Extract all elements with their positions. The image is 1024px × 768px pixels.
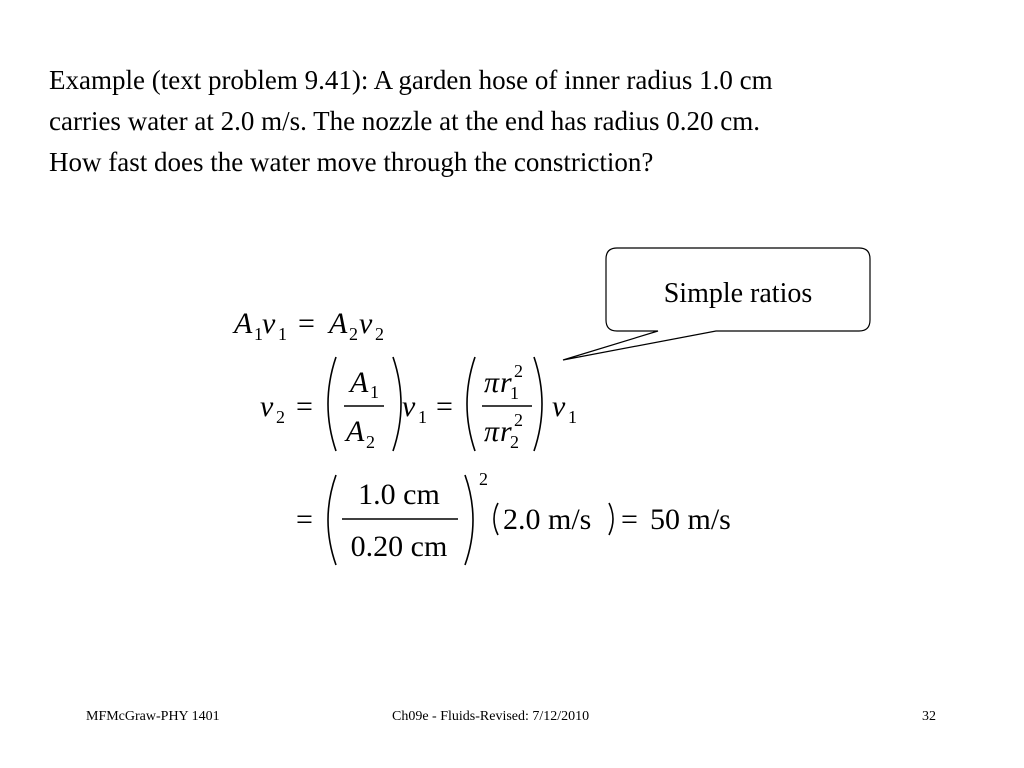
eq2-left-paren-2 — [467, 357, 475, 451]
eq3-result: 50 m/s — [650, 503, 731, 536]
eq2-num-A-sub: 1 — [370, 382, 379, 402]
footer-chapter: Ch09e - Fluids-Revised: 7/12/2010 — [392, 709, 590, 724]
problem-line-2: carries water at 2.0 m/s. The nozzle at the end has radius 0.20 cm. — [49, 106, 761, 136]
eq1-A2: A — [329, 307, 348, 340]
eq2-right-paren-1 — [393, 357, 401, 451]
footer-page-number: 32 — [922, 709, 936, 724]
eq2-equals-2: = — [436, 390, 453, 423]
eq3-numerator: 1.0 cm — [358, 478, 440, 511]
eq3-denominator: 0.20 cm — [350, 530, 448, 563]
eq1-v2-sub: 2 — [375, 324, 384, 344]
eq2-num-r-sup: 2 — [514, 361, 523, 381]
eq2-den-r: r — [500, 415, 512, 448]
equation-velocity-ratio — [260, 357, 577, 452]
eq3-equals-2: = — [621, 503, 638, 536]
eq3-right-paren — [465, 475, 473, 565]
eq2-num-A: A — [350, 366, 369, 399]
eq3-equals-1: = — [296, 503, 313, 536]
eq1-v2: v — [359, 307, 373, 340]
eq1-A2-sub: 2 — [349, 324, 358, 344]
callout-text: Simple ratios — [663, 278, 813, 309]
callout — [563, 248, 870, 360]
eq2-num-r-sub: 1 — [510, 383, 519, 403]
eq2-den-r-sup: 2 — [514, 410, 523, 430]
eq3-speed-given: 2.0 m/s — [503, 503, 592, 536]
eq2-v1-rhs-sub: 1 — [568, 407, 577, 427]
eq2-num-pi: π — [484, 366, 500, 399]
eq3-speed-left-paren — [494, 503, 498, 535]
eq2-num-r: r — [500, 366, 512, 399]
eq2-left-paren-1 — [328, 357, 336, 451]
footer-course: MFMcGraw-PHY 1401 — [86, 709, 220, 724]
eq3-speed-right-paren — [609, 503, 613, 535]
eq2-den-A: A — [346, 415, 365, 448]
eq2-v1-mid-sub: 1 — [418, 407, 427, 427]
problem-line-1: Example (text problem 9.41): A garden hose of inner radius 1.0 cm — [49, 65, 773, 95]
eq2-den-r-sub: 2 — [510, 432, 519, 452]
equation-numeric — [296, 469, 731, 565]
eq1-equals: = — [298, 307, 315, 340]
eq2-v1-rhs: v — [552, 390, 566, 423]
eq1-A1-sub: 1 — [254, 324, 263, 344]
problem-line-3: How fast does the water move through the constriction? — [49, 147, 654, 177]
eq2-v1-mid: v — [402, 390, 416, 423]
eq2-equals-1: = — [296, 390, 313, 423]
eq2-right-paren-2 — [534, 357, 542, 451]
eq3-left-paren — [328, 475, 336, 565]
eq2-den-pi: π — [484, 415, 500, 448]
eq2-v2: v — [260, 390, 274, 423]
eq1-v1: v — [262, 307, 276, 340]
eq1-v1-sub: 1 — [278, 324, 287, 344]
eq2-v2-sub: 2 — [276, 407, 285, 427]
eq1-A1: A — [234, 307, 253, 340]
eq3-exponent: 2 — [479, 469, 488, 489]
eq2-den-A-sub: 2 — [366, 432, 375, 452]
equation-continuity — [232, 307, 384, 344]
